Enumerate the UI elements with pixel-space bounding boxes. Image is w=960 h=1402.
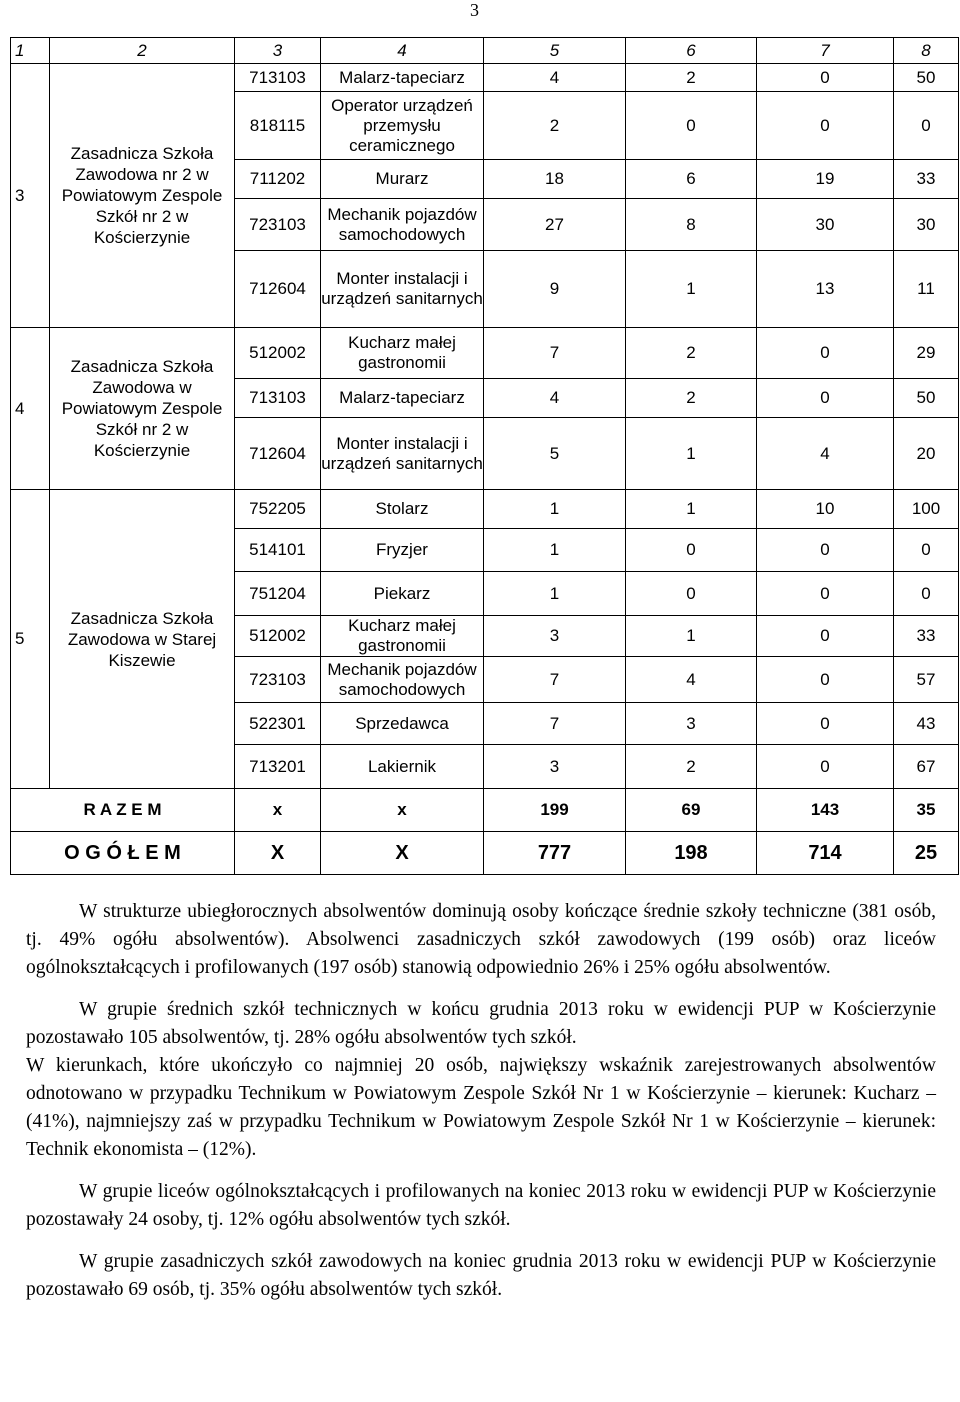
column-header: 6 xyxy=(626,38,757,64)
page-number: 3 xyxy=(470,0,479,20)
table-cell: 4 xyxy=(626,657,757,703)
table-cell: 35 xyxy=(894,789,959,832)
table-cell: x xyxy=(235,789,321,832)
table-cell: 0 xyxy=(757,572,894,616)
body-text xyxy=(26,898,936,1304)
paragraph: W kierunkach, które ukończyło co najmniej 20 osób, największy wskaźnik zarejestrowanych absolwentów odnotowano w przypadku Technikum w Powiatowym Zespole Szkół Nr 1 w Kościerzynie – kierunek: Kucharz – (41%), najmniejszy zaś w przypadku Technikum w Powiatowym Zespole Szkół Nr 1 w Kościerzynie – kierunek: Technik ekonomista – (12%). xyxy=(26,1055,936,1160)
profession-name: Monter instalacji i urządzeń sanitarnych xyxy=(321,251,484,328)
profession-name: Malarz-tapeciarz xyxy=(321,64,484,92)
profession-code: 522301 xyxy=(235,703,321,745)
table-cell: 3 xyxy=(484,745,626,789)
profession-code: 723103 xyxy=(235,199,321,251)
profession-code: 723103 xyxy=(235,657,321,703)
paragraph: W grupie średnich szkół technicznych w końcu grudnia 2013 roku w ewidencji PUP w Kościerzynie pozostawało 105 absolwentów, tj. 28% ogółu absolwentów tych szkół. xyxy=(26,999,936,1048)
table-cell: 777 xyxy=(484,832,626,875)
profession-code: 514101 xyxy=(235,529,321,572)
total-label: R A Z E M xyxy=(11,789,235,832)
table-cell: 7 xyxy=(484,328,626,379)
table-cell: 143 xyxy=(757,789,894,832)
table-cell: 0 xyxy=(757,616,894,657)
table-cell: 3 xyxy=(626,703,757,745)
table-cell: X xyxy=(235,832,321,875)
table-cell: 0 xyxy=(757,379,894,418)
profession-name: Murarz xyxy=(321,160,484,199)
table-cell: 2 xyxy=(626,328,757,379)
table-cell: 0 xyxy=(894,92,959,160)
table-cell: 714 xyxy=(757,832,894,875)
table-cell: 18 xyxy=(484,160,626,199)
table-cell: 0 xyxy=(894,572,959,616)
column-header: 1 xyxy=(11,38,50,64)
table-cell: 13 xyxy=(757,251,894,328)
profession-name: Malarz-tapeciarz xyxy=(321,379,484,418)
table-row xyxy=(11,328,959,379)
school-name: Zasadnicza Szkoła Zawodowa w Powiatowym Zespole Szkół nr 2 w Kościerzynie xyxy=(50,328,235,490)
profession-code: 713103 xyxy=(235,379,321,418)
table-cell: 2 xyxy=(626,379,757,418)
table-cell: 199 xyxy=(484,789,626,832)
table-cell: 198 xyxy=(626,832,757,875)
table-cell: 8 xyxy=(626,199,757,251)
paragraph: W strukturze ubiegłorocznych absolwentów dominują osoby kończące średnie szkoły techniczne (381 osób, tj. 49% ogółu absolwentów). Absolwenci zasadniczych szkół zawodowych (199 osób) oraz liceów ogólnokształcących i profilowanych (197 osób) stanowią odpowiednio 26% i 25% ogółu absolwentów. xyxy=(26,901,936,978)
table-cell: 29 xyxy=(894,328,959,379)
table-cell: x xyxy=(321,789,484,832)
profession-code: 512002 xyxy=(235,616,321,657)
grand-total-row xyxy=(11,832,959,875)
table-cell: 1 xyxy=(626,616,757,657)
table-cell: 1 xyxy=(626,251,757,328)
profession-name: Sprzedawca xyxy=(321,703,484,745)
row-number: 4 xyxy=(11,328,50,490)
profession-name: Piekarz xyxy=(321,572,484,616)
column-header: 8 xyxy=(894,38,959,64)
graduates-table xyxy=(10,37,959,875)
table-cell: 0 xyxy=(757,328,894,379)
table-cell: 3 xyxy=(484,616,626,657)
table-cell: 0 xyxy=(757,64,894,92)
table-cell: 27 xyxy=(484,199,626,251)
profession-name: Stolarz xyxy=(321,490,484,529)
table-cell: 33 xyxy=(894,616,959,657)
table-cell: X xyxy=(321,832,484,875)
table-cell: 50 xyxy=(894,64,959,92)
table-cell: 20 xyxy=(894,418,959,490)
table-cell: 11 xyxy=(894,251,959,328)
table-cell: 6 xyxy=(626,160,757,199)
profession-code: 711202 xyxy=(235,160,321,199)
table-cell: 50 xyxy=(894,379,959,418)
profession-name: Operator urządzeń przemysłu ceramicznego xyxy=(321,92,484,160)
profession-name: Fryzjer xyxy=(321,529,484,572)
table-cell: 67 xyxy=(894,745,959,789)
total-row xyxy=(11,789,959,832)
table-cell: 25 xyxy=(894,832,959,875)
profession-code: 712604 xyxy=(235,418,321,490)
column-header: 5 xyxy=(484,38,626,64)
table-cell: 30 xyxy=(757,199,894,251)
table-cell: 0 xyxy=(626,92,757,160)
table-cell: 0 xyxy=(757,92,894,160)
table-cell: 2 xyxy=(626,745,757,789)
table-cell: 69 xyxy=(626,789,757,832)
table-cell: 0 xyxy=(757,745,894,789)
grand-total-label: O G Ó Ł E M xyxy=(11,832,235,875)
table-cell: 9 xyxy=(484,251,626,328)
table-cell: 30 xyxy=(894,199,959,251)
profession-name: Mechanik pojazdów samochodowych xyxy=(321,199,484,251)
row-number: 3 xyxy=(11,64,50,328)
table-cell: 57 xyxy=(894,657,959,703)
table-cell: 0 xyxy=(757,703,894,745)
table-cell: 1 xyxy=(484,529,626,572)
profession-code: 751204 xyxy=(235,572,321,616)
table-cell: 2 xyxy=(626,64,757,92)
profession-code: 713201 xyxy=(235,745,321,789)
column-header: 4 xyxy=(321,38,484,64)
table-cell: 5 xyxy=(484,418,626,490)
paragraph: W grupie liceów ogólnokształcących i profilowanych na koniec 2013 roku w ewidencji PUP w Kościerzynie pozostawały 24 osoby, tj. 12% ogółu absolwentów tych szkół. xyxy=(26,1181,936,1230)
table-cell: 7 xyxy=(484,703,626,745)
table-cell: 0 xyxy=(894,529,959,572)
profession-name: Monter instalacji i urządzeń sanitarnych xyxy=(321,418,484,490)
table-cell: 4 xyxy=(757,418,894,490)
table-cell: 0 xyxy=(626,529,757,572)
paragraph: W grupie zasadniczych szkół zawodowych na koniec grudnia 2013 roku w ewidencji PUP w Kościerzynie pozostawało 69 osób, tj. 35% ogółu absolwentów tych szkół. xyxy=(26,1251,936,1300)
table-row xyxy=(11,490,959,529)
profession-name: Kucharz małej gastronomii xyxy=(321,616,484,657)
table-cell: 33 xyxy=(894,160,959,199)
table-cell: 10 xyxy=(757,490,894,529)
table-cell: 2 xyxy=(484,92,626,160)
table-cell: 0 xyxy=(757,529,894,572)
column-header: 7 xyxy=(757,38,894,64)
table-cell: 1 xyxy=(626,418,757,490)
table-cell: 4 xyxy=(484,64,626,92)
profession-code: 818115 xyxy=(235,92,321,160)
table-cell: 1 xyxy=(626,490,757,529)
profession-name: Kucharz małej gastronomii xyxy=(321,328,484,379)
profession-name: Lakiernik xyxy=(321,745,484,789)
profession-code: 752205 xyxy=(235,490,321,529)
row-number: 5 xyxy=(11,490,50,789)
column-header: 2 xyxy=(50,38,235,64)
table-cell: 0 xyxy=(626,572,757,616)
table-header-row xyxy=(11,38,959,64)
table-row xyxy=(11,64,959,92)
profession-code: 712604 xyxy=(235,251,321,328)
school-name: Zasadnicza Szkoła Zawodowa nr 2 w Powiatowym Zespole Szkół nr 2 w Kościerzynie xyxy=(50,64,235,328)
profession-code: 512002 xyxy=(235,328,321,379)
column-header: 3 xyxy=(235,38,321,64)
table-cell: 43 xyxy=(894,703,959,745)
table-cell: 7 xyxy=(484,657,626,703)
profession-code: 713103 xyxy=(235,64,321,92)
school-name: Zasadnicza Szkoła Zawodowa w Starej Kiszewie xyxy=(50,490,235,789)
table-cell: 4 xyxy=(484,379,626,418)
table-cell: 1 xyxy=(484,490,626,529)
table-cell: 19 xyxy=(757,160,894,199)
table-cell: 0 xyxy=(757,657,894,703)
profession-name: Mechanik pojazdów samochodowych xyxy=(321,657,484,703)
table-cell: 100 xyxy=(894,490,959,529)
table-cell: 1 xyxy=(484,572,626,616)
